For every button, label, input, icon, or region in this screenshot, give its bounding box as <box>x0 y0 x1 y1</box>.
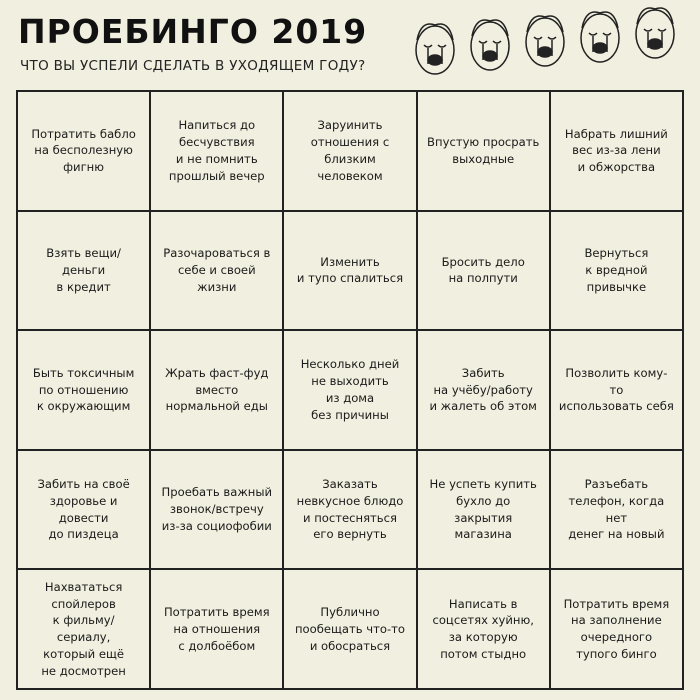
bingo-cell: Жрать фаст-фуд вместо нормальной еды <box>150 330 283 450</box>
bingo-cell: Взять вещи/деньги в кредит <box>17 211 150 331</box>
bingo-cell: Изменить и тупо спалиться <box>283 211 416 331</box>
bingo-cell: Забить на учёбу/работу и жалеть об этом <box>417 330 550 450</box>
bingo-cell: Несколько дней не выходить из дома без причины <box>283 330 416 450</box>
bingo-cell: Напиться до бесчувствия и не помнить прошлый вечер <box>150 91 283 211</box>
bingo-cell: Заруинить отношения с близким человеком <box>283 91 416 211</box>
bingo-cell: Потратить бабло на бесполезную фигню <box>17 91 150 211</box>
bingo-cell: Разочароваться в себе и своей жизни <box>150 211 283 331</box>
crying-faces-icon <box>405 6 695 90</box>
bingo-cell: Потратить время на заполнение очередного тупого бинго <box>550 569 683 689</box>
crying-face-icon <box>581 12 619 62</box>
bingo-cell: Забить на своё здоровье и довести до пиздеца <box>17 450 150 570</box>
bingo-cell: Вернуться к вредной привычке <box>550 211 683 331</box>
bingo-cell: Позволить кому-то использовать себя <box>550 330 683 450</box>
bingo-cell: Быть токсичным по отношению к окружающим <box>17 330 150 450</box>
bingo-cell: Публично пообещать что-то и обосраться <box>283 569 416 689</box>
page-title: ПРОЕБИНГО 2019 <box>18 12 368 51</box>
crying-face-icon <box>636 8 674 58</box>
page-subtitle: ЧТО ВЫ УСПЕЛИ СДЕЛАТЬ В УХОДЯЩЕМ ГОДУ? <box>20 58 366 74</box>
bingo-cell: Впустую просрать выходные <box>417 91 550 211</box>
crying-face-icon <box>416 24 454 74</box>
bingo-cell: Потратить время на отношения с долбоёбом <box>150 569 283 689</box>
crying-face-icon <box>471 20 509 70</box>
bingo-cell: Не успеть купить бухло до закрытия магазина <box>417 450 550 570</box>
bingo-cell: Нахвататься спойлеров к фильму/сериалу, который ещё не досмотрен <box>17 569 150 689</box>
bingo-grid <box>16 90 684 690</box>
bingo-cell: Разъебать телефон, когда нет денег на новый <box>550 450 683 570</box>
bingo-cell: Проебать важный звонок/встречу из-за социофобии <box>150 450 283 570</box>
bingo-cell: Заказать невкусное блюдо и постесняться его вернуть <box>283 450 416 570</box>
bingo-cell: Написать в соцсетях хуйню, за которую потом стыдно <box>417 569 550 689</box>
bingo-cell: Бросить дело на полпути <box>417 211 550 331</box>
bingo-cell: Набрать лишний вес из-за лени и обжорства <box>550 91 683 211</box>
crying-face-icon <box>526 16 564 66</box>
